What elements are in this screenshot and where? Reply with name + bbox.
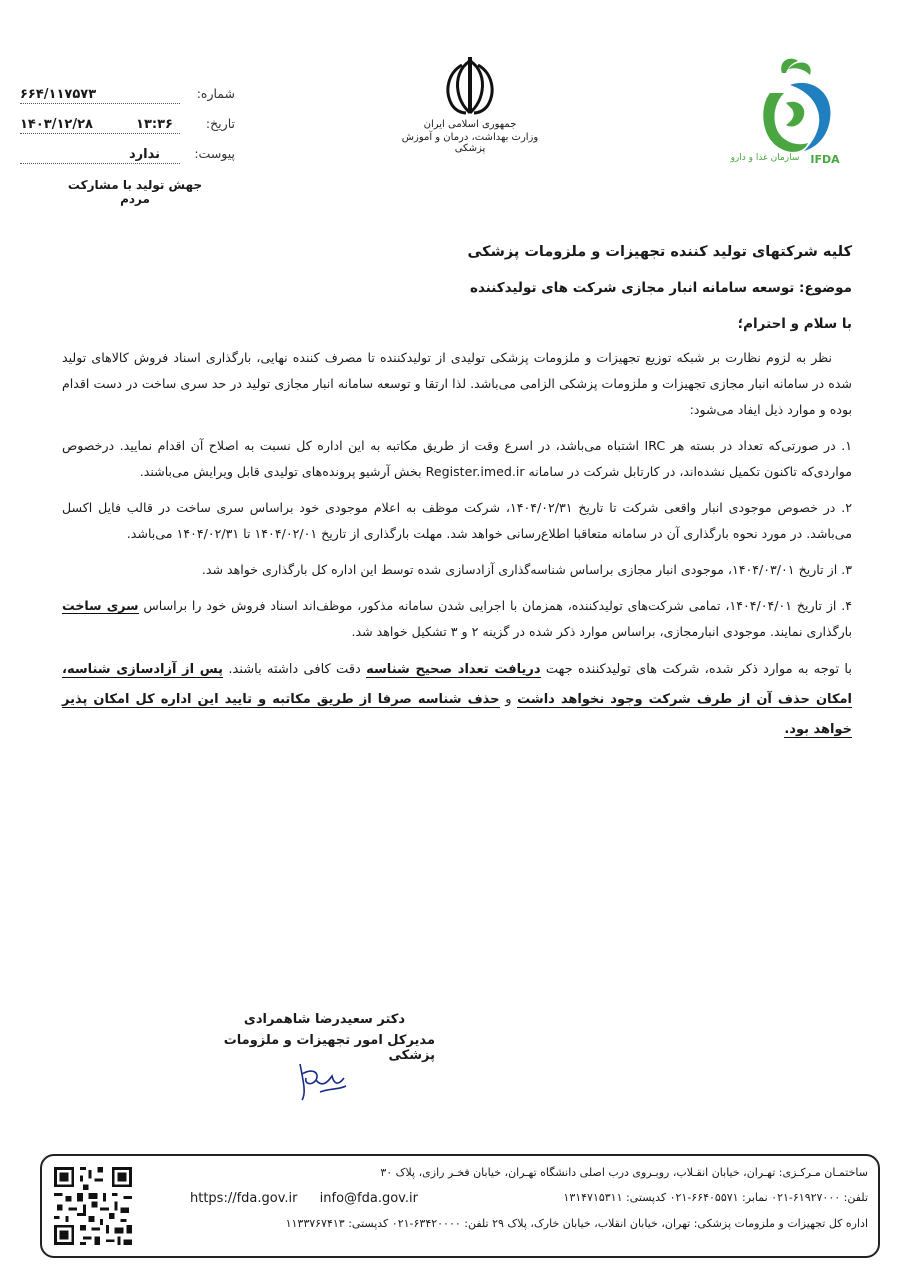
footer-phones: تلفن: ۶۱۹۲۷۰۰۰-۰۲۱ نمابر: ۶۶۴۰۵۵۷۱-۰۲۱ کدپستی: ۱۳۱۴۷۱۵۳۱۱	[563, 1191, 868, 1204]
closing-part1: با توجه به موارد ذکر شده، شرکت های تولیدکننده جهت	[540, 662, 853, 677]
subject: موضوع: توسعه سامانه انبار مجازی شرکت های تولیدکننده	[469, 280, 852, 296]
footer-web	[190, 1191, 436, 1206]
closing-part2: دقت کافی داشته باشند.	[223, 662, 367, 677]
annex-label: پیوست:	[194, 146, 235, 161]
email-link[interactable]: info@fda.gov.ir	[319, 1191, 418, 1206]
emblem-line1: جمهوری اسلامی ایران	[423, 119, 517, 130]
item-4	[62, 593, 852, 645]
date-number: ۱۴۰۳/۱۲/۲۸	[20, 117, 93, 132]
signer-name: دکتر سعیدرضا شاهمرادی	[243, 1012, 405, 1027]
date-value	[20, 117, 180, 134]
intro-paragraph: نظر به لزوم نظارت بر شبکه توزیع تجهیزات و ملزومات پزشکی تولیدی از تولیدکننده تا مصرف کننده نهایی، بارگذاری اسناد فروش کالاهای تولید شده در سامانه انبار مجازی تجهیزات و ملزومات پزشکی الزامی می‌باشد. لذا ارتقا و توسعه سامانه انبار مجازی تولید در حد سری ساخت در دست اقدام بوده و موارد ذیل ایفاد می‌شود:	[62, 350, 852, 417]
number-label: شماره:	[196, 86, 235, 101]
meta-date-row	[20, 116, 235, 146]
greeting: با سلام و احترام؛	[737, 316, 852, 332]
footer-address: ساختمـان مـرکـزی: تهـران، خیابان انقـلاب، روبـروی درب اصلی دانشگاه تهـران، خیابان فخـر رازی، پلاک ۳۰	[380, 1166, 868, 1179]
closing-part3: و	[499, 692, 518, 707]
item-4-part1: ۴. از تاریخ ۱۴۰۴/۰۴/۰۱، تمامی شرکت‌های تولیدکننده، همزمان با اجرایی شدن سامانه مذکور، موظف‌اند اسناد فروش خود را براساس	[138, 598, 853, 613]
ifda-en-text: IFDA	[810, 153, 840, 166]
letter-body	[62, 244, 852, 758]
letter-footer	[40, 1154, 880, 1258]
ifda-logo	[730, 55, 860, 175]
recipient: کلیه شرکتهای تولید کننده تجهیزات و ملزومات پزشکی	[467, 244, 852, 260]
signer-title: مدیرکل امور تجهیزات و ملزومات پزشکی	[223, 1033, 435, 1063]
website-link[interactable]: https://fda.gov.ir	[190, 1191, 298, 1206]
closing-bold3: حذف شناسه صرفا از طریق مکاتبه و تایید این اداره کل امکان پذیر خواهد بود.	[62, 692, 852, 737]
item-4-bold: سری ساخت	[62, 598, 139, 613]
slogan: جهش تولید با مشارکت مردم	[67, 178, 203, 206]
item-4-part2: بارگذاری نمایند. موجودی انبارمجازی، براساس موارد ذکر شده در گزینه ۲ و ۳ تشکیل خواهد شد.	[351, 624, 852, 639]
iran-emblem-icon	[440, 55, 500, 117]
emblem-line2: وزارت بهداشت، درمان و آموزش پزشکی	[401, 132, 539, 154]
meta-annex-row	[20, 146, 235, 176]
number-value: ۶۶۴/۱۱۷۵۷۳	[20, 87, 180, 104]
ifda-fa-text: سازمان غذا و دارو	[730, 153, 800, 163]
letter-meta	[20, 86, 235, 176]
closing-bold1: دریافت تعداد صحیح شناسه	[366, 662, 541, 677]
signature-block	[185, 1012, 435, 1063]
date-label: تاریخ:	[205, 116, 235, 131]
qr-code	[50, 1164, 136, 1248]
footer-department-address: اداره کل تجهیزات و ملزومات پزشکی: تهران، خیابان انقلاب، خیابان خارک، پلاک ۲۹ تلفن: ۶۳۴۲۰۰۰۰-۰۲۱ کدپستی: ۱۱۳۳۷۶۷۴۱۳	[285, 1217, 868, 1230]
closing-bold2: پس از آزادسازی شناسه، امکان حذف آن از طرف شرکت وجود نخواهد داشت	[62, 662, 853, 707]
item-1: ۱. در صورتی‌که تعداد در بسته هر IRC اشتباه می‌باشد، در اسرع وقت از طریق مکاتبه به این اداره کل نسبت به اصلاح آن اقدام نمایید. درخصوص مواردی‌که تاکنون تکمیل نشده‌اند، در کارتابل شرکت در سامانه Register.imed.ir بخش آرشیو پرونده‌های تولیدی قابل ویرایش می‌باشند.	[62, 438, 852, 479]
item-2: ۲. در خصوص موجودی انبار واقعی شرکت تا تاریخ ۱۴۰۴/۰۲/۳۱، شرکت موظف به اعلام موجودی خود براساس سری ساخت در قالب فایل اکسل می‌باشد. در مورد نحوه بارگذاری آن در سامانه متعاقبا اطلاع‌رسانی خواهد شد. مهلت بارگذاری از تاریخ ۱۴۰۴/۰۲/۰۱ تا ۱۴۰۴/۰۲/۳۱ می‌باشد.	[62, 500, 852, 541]
time-value: ۱۳:۳۶	[136, 117, 173, 132]
handwritten-signature	[290, 1054, 350, 1104]
iran-emblem	[395, 55, 545, 175]
meta-number-row	[20, 86, 235, 116]
closing-paragraph	[62, 655, 852, 745]
item-3: ۳. از تاریخ ۱۴۰۴/۰۳/۰۱، موجودی انبار مجازی براساس شناسه‌گذاری آزادسازی شده توسط این اداره کل بارگذاری خواهد شد.	[201, 562, 852, 577]
annex-value: ندارد	[20, 147, 180, 164]
